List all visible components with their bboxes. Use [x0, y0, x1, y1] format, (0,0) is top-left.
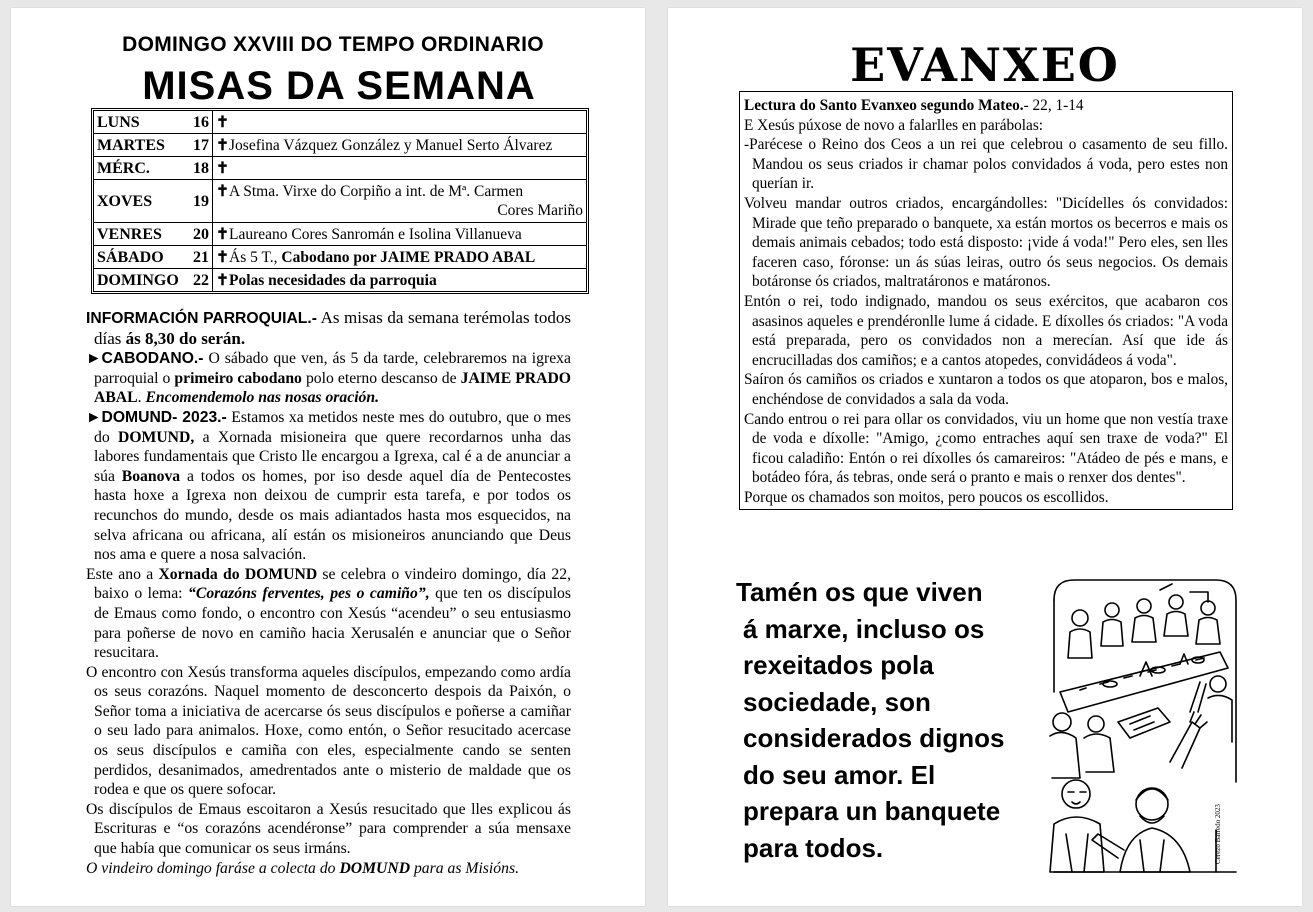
- right-page: [668, 8, 1302, 906]
- gospel-reading-box: [739, 91, 1233, 510]
- reading-reference: - 22, 1-14: [1023, 97, 1084, 114]
- mass-day-number: 22: [193, 271, 209, 289]
- mass-day-number: 18: [193, 159, 209, 177]
- collection-paragraph: O vindeiro domingo faráse a colecta do DOMUND para as Misións.: [86, 859, 519, 877]
- domund-day-paragraph: Este ano a Xornada do DOMUND se celebra o vindeiro domingo, día 22, baixo o lema: “Corazóns ferventes, pes o camiño”, que ten os discípulos de Emaus como fondo, o encontro con Xesús “acendeu” o seu entusiasmo para poñerse de novo en camiño hacia Xerusalén e anunciar que o Señor resucitara.: [86, 565, 572, 662]
- cabodano-paragraph: ►CABODANO.- O sábado que ven, ás 5 da tarde, celebraremos na igrexa parroquial o primeiro cabodano polo eterno descanso de JAIME PRADO ABAL. Encomendemolo nas nosas oración.: [86, 350, 571, 407]
- gospel-paragraph: E Xesús púxose de novo a falarlles en parábolas:: [744, 116, 1044, 134]
- cross-icon: ✝: [216, 248, 229, 266]
- quote-line: para todos.: [743, 832, 884, 863]
- mass-intention-bold: Polas necesidades da parroquia: [229, 271, 437, 289]
- cross-icon: ✝: [216, 183, 229, 200]
- banquet-illustration: [1040, 572, 1240, 878]
- domund-label: ►DOMUND- 2023.-: [86, 408, 227, 426]
- encounter-paragraph: O encontro con Xesús transforma aqueles discípulos, empezando como ardía os seus corazóns. Naquel momento de desconcerto despois da Paixón, o Señor toma a iniciativa de acercarse ós seus discípulos e poñerse a camiñar o seu lado para animalos. Hoxe, como entón, o Señor resucitado acercase os seus discípulos e camiña con eles, especialmente cando se senten perdidos, desanimados, amedrentados ante o misterio de maldade que os rodea e que os quere sofocar.: [86, 663, 571, 799]
- reading-title: Lectura do Santo Evanxeo segundo Mateo.: [744, 97, 1024, 114]
- mass-day-number: 16: [193, 113, 209, 131]
- reflection-quote: [736, 574, 1036, 866]
- mass-intention: Josefina Vázquez González y Manuel Serto Álvarez: [229, 136, 553, 154]
- gospel-paragraph: Porque os chamados son moitos, pero poucos os escollidos.: [744, 488, 1109, 506]
- gospel-paragraph: Entón o rei, todo indignado, mandou os seus exércitos, que acabaron cos asasinos aqueles e prendéronlle lume á cidade. E díxolles ós criados: "A voda está preparada, pero os convidados non a merecían. Así que ide ás encrucilladas dos camiños; e a cantos atopedes, convidádeos á voda".: [744, 292, 1228, 369]
- mass-intention: Ás 5 T.,: [229, 248, 282, 266]
- quote-line: do seu amor. El: [743, 759, 936, 790]
- quote-line: Tamén os que viven: [736, 577, 983, 607]
- mass-day: SÁBADO: [97, 248, 164, 266]
- mass-row: [94, 223, 587, 246]
- mass-intention: A Stma. Virxe do Corpiño a int. de Mª. Carmen: [229, 183, 524, 200]
- mass-row: [94, 157, 587, 180]
- cross-icon: ✝: [216, 225, 229, 243]
- gospel-paragraph: -Parécese o Reino dos Ceos a un rei que celebrou o casamento de seu fillo. Mandou os seus criados ir chamar polos convidados á voda, pero estes non querían ir.: [744, 136, 1228, 193]
- mass-day-number: 21: [193, 248, 209, 266]
- mass-day-number: 19: [193, 192, 209, 210]
- parish-info: [86, 308, 571, 878]
- mass-day-number: 20: [193, 225, 209, 243]
- mass-intention-bold: Cabodano por JAIME PRADO ABAL: [281, 248, 536, 266]
- cabodano-label: ►CABODANO.-: [86, 350, 204, 368]
- mass-row: [94, 269, 587, 292]
- quote-line: prepara un banquete: [743, 796, 1001, 826]
- mass-day: MÉRC.: [97, 159, 150, 177]
- quote-line: sociedade, son: [743, 686, 931, 717]
- mass-row: [94, 246, 587, 269]
- domund-paragraph: ►DOMUND- 2023.- Estamos xa metidos neste mes do outubro, que o mes do DOMUND, a Xornada misioneira que quere recordarnos unha das labores fundamentais que Cristo lle encargou a Igrexa, cal é a de anunciar a súa Boanova a todos os homes, por iso desde aquel día de Pentecostes hasta hoxe a Igrexa non deixou de cumprir esta tarefa, e por todos os recunchos do mundo, desde os mais adiantados hasta mos esquecidos, na selva africana ou africana, alí están os misioneiros anunciando que Deus nos ama e quere a nosa salvación.: [86, 408, 571, 564]
- masses-table: [91, 108, 589, 294]
- quote-line: considerados dignos: [743, 723, 1005, 753]
- left-page: [11, 8, 645, 906]
- cross-icon: ✝: [216, 271, 229, 289]
- illustration-signature: Cerezo Barredo 2023: [1214, 804, 1222, 864]
- mass-day: LUNS: [97, 113, 140, 131]
- mass-day-number: 17: [193, 136, 209, 154]
- info-label: INFORMACIÓN PARROQUIAL.-: [86, 310, 317, 327]
- mass-row: [94, 111, 587, 134]
- mass-day: MARTES: [97, 136, 165, 154]
- mass-day: DOMINGO: [97, 271, 179, 289]
- emmaus-paragraph: Os discípulos de Emaus escoitaron a Xesús resucitado que lles explicou ás Escrituras e “os corazóns acendéronse” para comprender a súa mensaxe que había que comunicar os seus irmáns.: [86, 800, 571, 858]
- reading-heading: [744, 96, 1228, 116]
- masses-title: MISAS DA SEMANA: [142, 64, 536, 108]
- info-paragraph: INFORMACIÓN PARROQUIAL.- As misas da semana terémolas todos días ás 8,30 do serán.: [86, 308, 571, 348]
- sunday-subtitle: DOMINGO XXVIII DO TEMPO ORDINARIO: [122, 33, 544, 56]
- mass-row: [94, 134, 587, 157]
- gospel-paragraph: Saíron ós camiños os criados e xuntaron a todos os que atoparon, bos e malos, enchéndose de convidados a sala da voda.: [744, 371, 1228, 408]
- quote-line: rexeitados pola: [743, 650, 934, 680]
- cross-icon: ✝: [216, 159, 229, 177]
- cross-icon: ✝: [216, 113, 229, 131]
- cross-icon: ✝: [216, 136, 229, 154]
- mass-intention: Laureano Cores Sanromán e Isolina Villanueva: [229, 225, 522, 243]
- mass-day: VENRES: [97, 225, 162, 243]
- gospel-title: EVANXEO: [850, 38, 1120, 92]
- mass-row: [94, 180, 587, 223]
- mass-day: XOVES: [97, 192, 153, 210]
- quote-line: á marxe, incluso os: [743, 613, 985, 644]
- gospel-paragraph: Cando entrou o rei para ollar os convidados, viu un home que non vestía traxe de voda e díxolle: "Amigo, ¿como entraches aquí sen traxe de voda?" El ficou caladiño: Entón o rei díxolles ós camareiros: "Atádeo de pés e mans, e botádeo fóra, ás tebras, onde será o pranto e mais o renxer dos dentes".: [744, 410, 1228, 487]
- mass-intention-cont: Cores Mariño: [497, 202, 583, 219]
- gospel-paragraph: Volveu mandar outros criados, encargándolles: "Dicídelles ós convidados: Mirade que teño preparado o banquete, xa están mortos os becerros e mais os demais animais cebados; todo está disposto: ¡vide á voda!" Pero eles, sen lles faceren caso, fóronse: un ás súas leiras, outro ós seus negocios. Os demais botáronse ós criados, maltratáronos e matáronos.: [744, 194, 1228, 291]
